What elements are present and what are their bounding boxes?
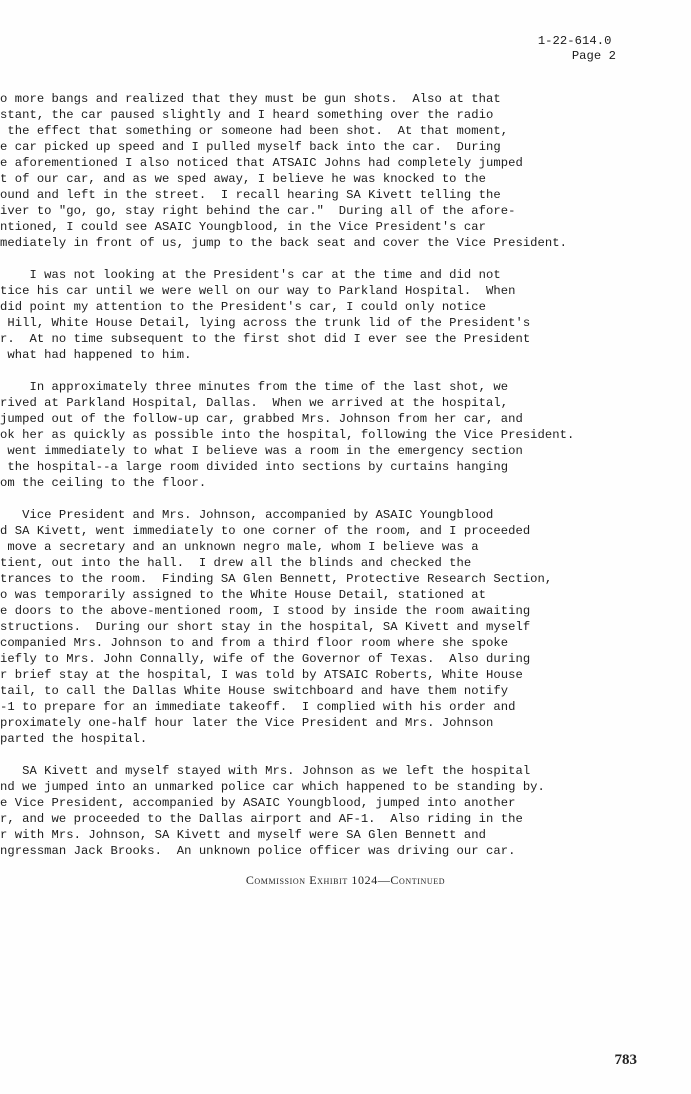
text-line: ntioned, I could see ASAIC Youngblood, in the Vice President's car xyxy=(0,220,487,234)
text-line: e car picked up speed and I pulled myself back into the car. During xyxy=(0,140,501,154)
text-line: In approximately three minutes from the time of the last shot, we xyxy=(0,380,509,394)
text-line: structions. During our short stay in the hospital, SA Kivett and myself xyxy=(0,620,531,634)
text-line: rived at Parkland Hospital, Dallas. When we arrived at the hospital, xyxy=(0,396,509,410)
text-line: ok her as quickly as possible into the hospital, following the Vice President. xyxy=(0,428,575,442)
text-line: I was not looking at the President's car at the time and did not xyxy=(0,268,501,282)
text-line: nd we jumped into an unmarked police car which happened to be standing by. xyxy=(0,780,545,794)
text-line: om the ceiling to the floor. xyxy=(0,476,207,490)
paragraph-2 xyxy=(0,267,660,363)
text-line: what had happened to him. xyxy=(0,348,192,362)
text-line: o was temporarily assigned to the White House Detail, stationed at xyxy=(0,588,487,602)
text-line: proximately one-half hour later the Vice President and Mrs. Johnson xyxy=(0,716,494,730)
paragraph-3 xyxy=(0,379,660,491)
text-line: r, and we proceeded to the Dallas airport and AF-1. Also riding in the xyxy=(0,812,523,826)
paragraph-5 xyxy=(0,763,660,859)
text-line: tice his car until we were well on our way to Parkland Hospital. When xyxy=(0,284,516,298)
text-line: o more bangs and realized that they must be gun shots. Also at that xyxy=(0,92,501,106)
exhibit-caption: Commission Exhibit 1024—Continued xyxy=(245,873,446,887)
text-line: Hill, White House Detail, lying across the trunk lid of the President's xyxy=(0,316,531,330)
text-line: stant, the car paused slightly and I heard something over the radio xyxy=(0,108,494,122)
page-number: 783 xyxy=(614,1052,637,1068)
text-line: iver to "go, go, stay right behind the car." During all of the afore- xyxy=(0,204,516,218)
text-line: the hospital--a large room divided into sections by curtains hanging xyxy=(0,460,509,474)
text-line: parted the hospital. xyxy=(0,732,148,746)
text-line: jumped out of the follow-up car, grabbed Mrs. Johnson from her car, and xyxy=(0,412,523,426)
text-line: e Vice President, accompanied by ASAIC Youngblood, jumped into another xyxy=(0,796,516,810)
text-line: r brief stay at the hospital, I was told by ATSAIC Roberts, White House xyxy=(0,668,523,682)
text-line: r with Mrs. Johnson, SA Kivett and myself were SA Glen Bennett and xyxy=(0,828,487,842)
text-line: e doors to the above-mentioned room, I stood by inside the room awaiting xyxy=(0,604,531,618)
text-line: tient, out into the hall. I drew all the blinds and checked the xyxy=(0,556,472,570)
file-reference: 1-22-614.0 xyxy=(537,34,612,48)
text-line: mediately in front of us, jump to the back seat and cover the Vice President. xyxy=(0,236,568,250)
text-line: e aforementioned I also noticed that ATSAIC Johns had completely jumped xyxy=(0,156,523,170)
report-body xyxy=(0,91,660,875)
text-line: iefly to Mrs. John Connally, wife of the Governor of Texas. Also during xyxy=(0,652,531,666)
document-header xyxy=(538,34,616,64)
text-line: did point my attention to the President's car, I could only notice xyxy=(0,300,487,314)
text-line: move a secretary and an unknown negro male, whom I believe was a xyxy=(0,540,479,554)
text-line: SA Kivett and myself stayed with Mrs. Johnson as we left the hospital xyxy=(0,764,531,778)
text-line: the effect that something or someone had been shot. At that moment, xyxy=(0,124,509,138)
text-line: -1 to prepare for an immediate takeoff. I complied with his order and xyxy=(0,700,516,714)
page-label: Page 2 xyxy=(571,49,616,63)
text-line: ngressman Jack Brooks. An unknown police officer was driving our car. xyxy=(0,844,516,858)
text-line: ound and left in the street. I recall hearing SA Kivett telling the xyxy=(0,188,501,202)
text-line: trances to the room. Finding SA Glen Bennett, Protective Research Section, xyxy=(0,572,553,586)
paragraph-4 xyxy=(0,507,660,747)
text-line: d SA Kivett, went immediately to one corner of the room, and I proceeded xyxy=(0,524,531,538)
text-line: tail, to call the Dallas White House switchboard and have them notify xyxy=(0,684,509,698)
text-line: Vice President and Mrs. Johnson, accompanied by ASAIC Youngblood xyxy=(0,508,494,522)
text-line: companied Mrs. Johnson to and from a third floor room where she spoke xyxy=(0,636,509,650)
text-line: went immediately to what I believe was a room in the emergency section xyxy=(0,444,523,458)
paragraph-1 xyxy=(0,91,660,251)
text-line: r. At no time subsequent to the first shot did I ever see the President xyxy=(0,332,531,346)
text-line: t of our car, and as we sped away, I believe he was knocked to the xyxy=(0,172,487,186)
